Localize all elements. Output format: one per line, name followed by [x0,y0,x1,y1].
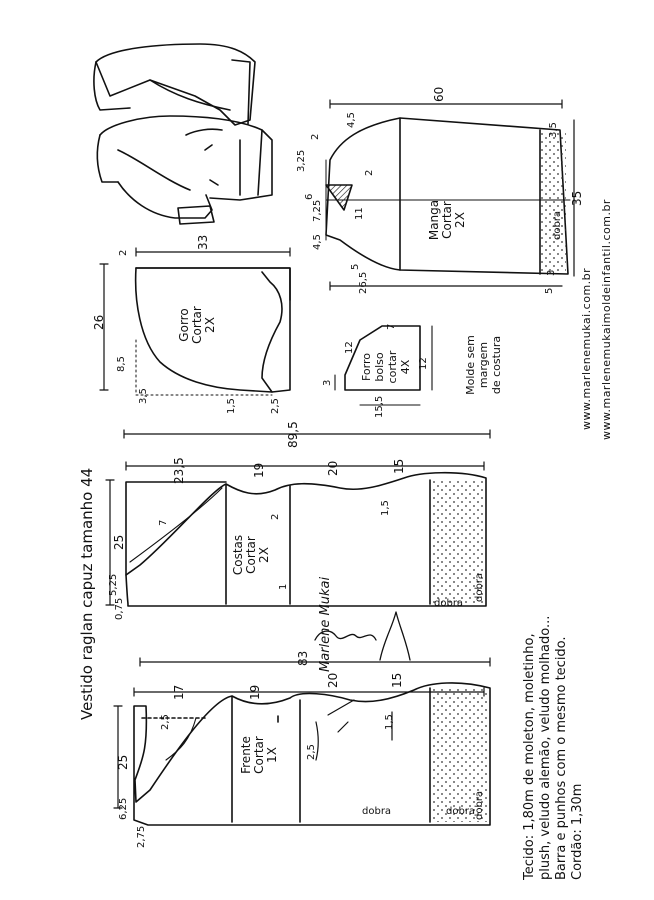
frente-seg4: 15 [390,672,404,688]
costas-seg4: 15 [392,458,406,474]
manga-l: 5 [544,287,555,294]
manga-e: 11 [354,207,365,220]
frente-seg3: 20 [326,672,340,688]
bolso-top: 7 [386,323,397,330]
bolso-diag: 12 [344,341,355,354]
costas-seg3: 20 [326,460,340,476]
manga-cut: Cortar [440,201,454,239]
manga-qty: 2X [453,212,467,228]
url-infantil: www.marlenemukaimoldeinfantil.com.br [600,199,613,440]
costas-raglan-len: 23,5 [172,457,186,484]
frente-top-width: 25 [116,754,130,770]
note-line-2: margem [477,341,490,389]
note-line-1: Molde sem [464,335,477,395]
bolso-side: 12 [418,357,429,370]
costas-mark2: 1 [278,583,289,590]
frente-dart: 2,5 [306,744,317,760]
bolso-bottom: 15,5 [374,395,385,418]
frente-seg2: 19 [248,684,262,700]
gorro-height: 26 [92,314,106,330]
costas-name: Costas [231,534,245,576]
manga-i: 3,5 [548,122,559,138]
frente-raglan-diag: 2,5 [160,714,171,730]
costas-qty: 2X [257,547,271,563]
manga-top-h: 4,5 [346,112,357,128]
bolso-name: Forro [360,353,373,382]
fold-label-frente-hem: dobra [446,806,476,817]
bolso-name2: bolso [373,352,386,382]
costas-total-height: 89,5 [286,421,300,448]
manga-h: 26,5 [358,271,369,294]
gorro-corner: 2 [118,249,129,256]
frente-name: Frente [239,736,253,774]
gorro-a: 8,5 [116,356,127,372]
manga-a: 3,25 [296,149,307,172]
costas-neck-h: 5,25 [108,573,119,596]
bolso-left: 3 [322,379,333,386]
fold-label-manga: dobra [552,210,563,240]
frente-hem-curve: 1,5 [384,714,395,730]
bolso-qty: 4X [399,359,412,375]
costas-mark1: 2 [270,513,281,520]
fold-label-costas: dobra [434,598,464,609]
note-line-3: de costura [490,335,503,395]
manga-f: 5 [350,263,361,270]
gorro-name: Gorro [177,308,191,342]
gorro-qty: 2X [203,317,217,333]
manga-name: Manga [427,199,441,241]
costas-raglan-diag: 7 [158,519,169,526]
gorro-cut: Cortar [190,306,204,344]
costas-neck-w: 0,75 [114,597,125,620]
costas-hem-curve: 1,5 [380,500,391,516]
bolso-cut: cortar [386,350,399,384]
frente-raglan-len: 17 [172,684,186,700]
fold-label-frente: dobra [362,806,392,817]
fold-label-frente-side: dobra [474,790,485,820]
signature: Marlene Mukai [318,576,333,672]
frente-cut: Cortar [252,736,266,774]
manga-c: 7,25 [312,199,323,222]
fold-label-costas-hem: dobra [474,572,485,602]
frente-qty: 1X [265,747,279,763]
costas-seg2: 19 [252,462,266,478]
manga-top-w: 2 [310,133,321,140]
manga-g: 2 [364,169,375,176]
gorro-c: 1,5 [226,398,237,414]
manga-j: 35 [570,190,584,206]
url-main: www.marlenemukai.com.br [580,267,593,430]
fabric-note-1: Tecido: 1,80m de moleton, moletinho, [522,633,537,880]
fabric-note-3: Barra e punhos com o mesmo tecido. [554,636,569,880]
costas-cut: Cortar [244,536,258,574]
frente-neck-w: 2,75 [136,825,147,848]
fabric-note-4: Cordão: 1,30m [570,783,585,880]
page-title: Vestido raglan capuz tamanho 44 [78,467,96,720]
costas-top-width: 25 [112,534,126,550]
gorro-width: 33 [196,234,210,250]
gorro-b: 3,5 [138,388,149,404]
frente-total-height: 83 [296,650,310,666]
fabric-note-2: plush, veludo alemão, veludo molhado... [538,615,553,880]
manga-length: 60 [432,86,446,102]
manga-d: 4,5 [312,234,323,250]
manga-b: 6 [304,193,315,200]
manga-k: 3 [546,269,557,276]
gorro-d: 2,5 [270,398,281,414]
frente-neck-h: 6,25 [118,797,129,820]
